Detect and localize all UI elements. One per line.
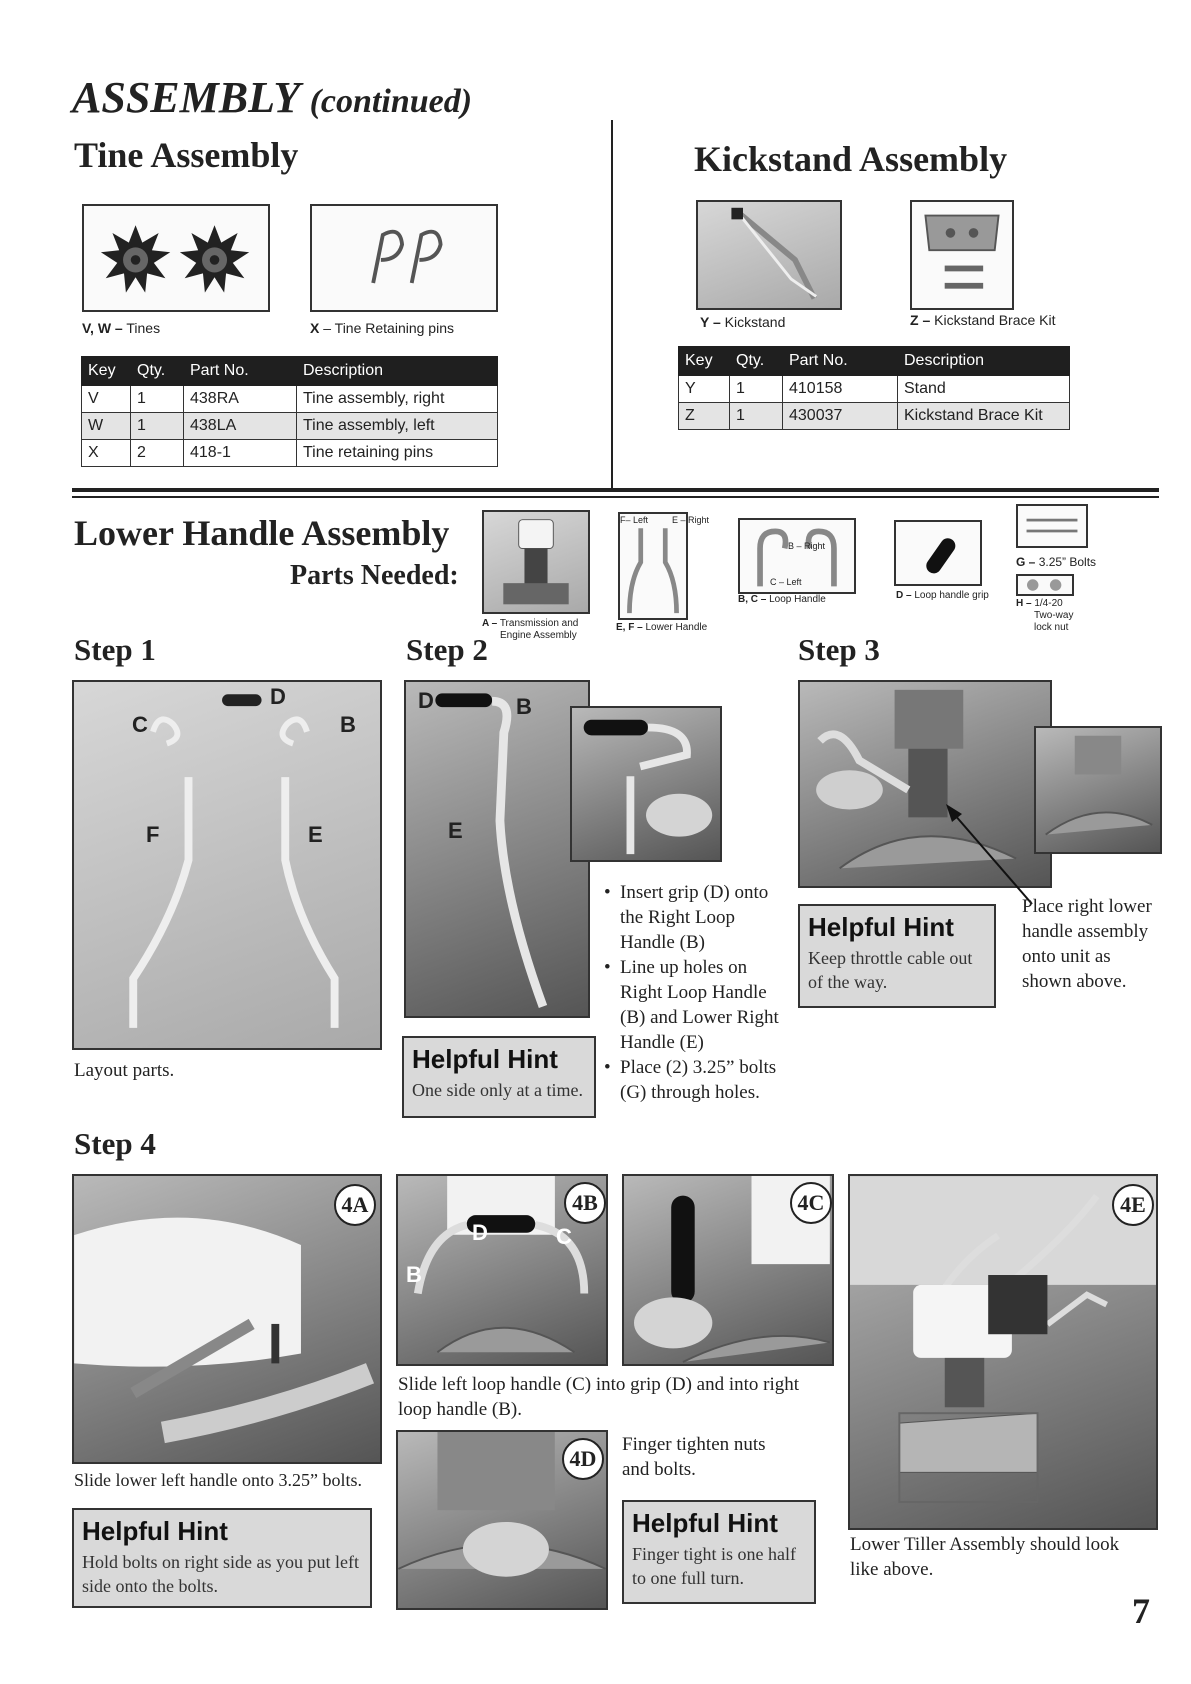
step4-title: Step 4: [74, 1126, 156, 1161]
part-d-photo: [894, 520, 982, 586]
list-item: • Line up holes on Right Loop Handle (B) and Lower Right Handle (E): [604, 955, 784, 1055]
page-title-sub: (continued): [309, 83, 473, 120]
cell: 1: [730, 376, 783, 403]
step2-hint-title: Helpful Hint: [412, 1044, 558, 1074]
kickstand-heading: Kickstand Assembly: [694, 139, 1008, 179]
kickstand-photo: [696, 200, 842, 310]
part-h-caption: H – 1/4-20 Two-way lock nut: [1016, 598, 1074, 633]
table-row: [82, 413, 498, 440]
step4e-caption: Lower Tiller Assembly should look like above.: [850, 1534, 1120, 1580]
step4a-photo: [72, 1174, 382, 1464]
tine-left-shape: [180, 225, 249, 292]
cell: Kickstand Brace Kit: [898, 403, 1070, 430]
step1-caption: Layout parts.: [74, 1060, 175, 1081]
page-title-main: ASSEMBLY: [72, 73, 299, 122]
part-g-caption: G – 3.25” Bolts: [1016, 555, 1097, 569]
cell: Z: [679, 403, 730, 430]
page-title: [72, 72, 472, 123]
step4d-badge: 4D: [562, 1438, 604, 1480]
cell: 1: [131, 386, 184, 413]
cell: V: [82, 386, 131, 413]
step2-label-d: D: [418, 688, 434, 713]
cell: W: [82, 413, 131, 440]
list-item: • Insert grip (D) onto the Right Loop Handle (B): [604, 880, 784, 955]
step4d-caption: Finger tighten nuts and bolts.: [622, 1434, 766, 1480]
step2-photo-inset: [570, 706, 722, 862]
tines-photo: [82, 204, 270, 312]
step4c-badge: 4C: [790, 1182, 832, 1224]
section-rule-thin: [72, 496, 1159, 498]
part-ef-top-right: E – Right: [672, 515, 710, 525]
step2-label-e: E: [448, 818, 463, 843]
tine-heading: Tine Assembly: [74, 135, 299, 175]
pins-caption: X – Tine Retaining pins: [310, 320, 454, 336]
col-key: Key: [82, 357, 131, 386]
cell: 1: [730, 403, 783, 430]
part-bc-left-label: C – Left: [770, 577, 802, 587]
kickstand-parts-table: [678, 346, 1070, 430]
step3-title: Step 3: [798, 632, 880, 667]
part-h-photo: [1016, 574, 1074, 596]
kickstand-caption: Y – Kickstand: [700, 314, 786, 330]
col-qty: Qty.: [131, 357, 184, 386]
step1-photo: [72, 680, 382, 1050]
step4d-hint-title: Helpful Hint: [632, 1508, 778, 1538]
part-d-caption: D – Loop handle grip: [896, 590, 989, 601]
part-ef-top-left: F– Left: [620, 515, 649, 525]
step1-label-f: F: [146, 822, 160, 847]
step4d-hint-body: Finger tight is one half to one full turn.: [632, 1544, 796, 1588]
parts-needed-label: Parts Needed:: [290, 560, 459, 591]
cell: 410158: [783, 376, 898, 403]
step1-label-d: D: [270, 684, 286, 709]
step2-title: Step 2: [406, 632, 488, 667]
part-bc-caption: B, C – Loop Handle: [738, 594, 826, 605]
cell: 418-1: [184, 440, 297, 467]
step4e-photo: [848, 1174, 1158, 1530]
step2-instructions: [604, 880, 784, 1105]
tine-right-shape: [101, 225, 170, 292]
part-a-photo: [482, 510, 590, 614]
step4d-photo: [396, 1430, 608, 1610]
step3-side-text: Place right lower handle assembly onto unit as shown above.: [1022, 896, 1152, 992]
brace-caption: Z – Kickstand Brace Kit: [910, 312, 1056, 328]
step4a-hint-body: Hold bolts on right side as you put left side onto the bolts.: [82, 1552, 359, 1596]
cell: 2: [131, 440, 184, 467]
step2-hint-body: One side only at a time.: [412, 1080, 583, 1100]
col-part-no: Part No.: [184, 357, 297, 386]
cell: Tine assembly, left: [297, 413, 498, 440]
step4a-badge: 4A: [334, 1184, 376, 1226]
kickstand-brace-photo: [910, 200, 1014, 310]
step4e-badge: 4E: [1112, 1184, 1154, 1226]
step4bc-caption: Slide left loop handle (C) into grip (D) and into right loop handle (B).: [398, 1374, 800, 1420]
step4b-badge: 4B: [564, 1182, 606, 1224]
step4b-label-b: B: [406, 1262, 422, 1287]
part-bc-right-label: B – Right: [788, 541, 826, 551]
step4d-hint-box: [622, 1500, 816, 1604]
step4b-label-c: C: [556, 1224, 572, 1249]
step3-hint-title: Helpful Hint: [808, 912, 954, 942]
step2-photo-main: [404, 680, 590, 1018]
table-row: [679, 376, 1070, 403]
col-description: Description: [297, 357, 498, 386]
lower-handle-heading: Lower Handle Assembly: [74, 513, 450, 553]
col-part-no: Part No.: [783, 347, 898, 376]
list-item: • Place (2) 3.25” bolts (G) through holes.: [604, 1055, 784, 1105]
step1-title: Step 1: [74, 632, 156, 667]
cell: 1: [131, 413, 184, 440]
step4c-photo: [622, 1174, 834, 1366]
step1-label-b: B: [340, 712, 356, 737]
step4b-photo: [396, 1174, 608, 1366]
table-header-row: [679, 347, 1070, 376]
cell: Tine retaining pins: [297, 440, 498, 467]
step3-photo-inset: [1034, 726, 1162, 854]
cell: 438LA: [184, 413, 297, 440]
step1-label-c: C: [132, 712, 148, 737]
table-row: [82, 386, 498, 413]
cell: X: [82, 440, 131, 467]
step3-hint-body: Keep throttle cable out of the way.: [808, 948, 973, 992]
page-number: 7: [1132, 1591, 1150, 1631]
col-qty: Qty.: [730, 347, 783, 376]
cell: Tine assembly, right: [297, 386, 498, 413]
step2-hint-box: [402, 1036, 596, 1118]
step4a-caption: Slide lower left handle onto 3.25” bolts.: [74, 1470, 362, 1490]
step2-label-b: B: [516, 694, 532, 719]
section-rule: [72, 488, 1159, 492]
part-ef-photo: [618, 512, 688, 620]
part-a-caption: A – Transmission and Engine Assembly: [482, 618, 579, 641]
cell: 438RA: [184, 386, 297, 413]
part-g-photo: [1016, 504, 1088, 548]
step4a-hint-title: Helpful Hint: [82, 1516, 228, 1546]
table-row: [679, 403, 1070, 430]
table-row: [82, 440, 498, 467]
step3-hint-box: [798, 904, 996, 1008]
column-divider: [611, 120, 613, 490]
step1-label-e: E: [308, 822, 323, 847]
cell: Y: [679, 376, 730, 403]
table-header-row: [82, 357, 498, 386]
step4a-hint-box: [72, 1508, 372, 1608]
col-description: Description: [898, 347, 1070, 376]
part-ef-caption: E, F – Lower Handle: [616, 622, 708, 633]
tine-pins-photo: [310, 204, 498, 312]
step4b-label-d: D: [472, 1220, 488, 1245]
cell: Stand: [898, 376, 1070, 403]
tine-parts-table: [81, 356, 498, 467]
tines-caption: V, W – Tines: [82, 320, 161, 336]
col-key: Key: [679, 347, 730, 376]
cell: 430037: [783, 403, 898, 430]
